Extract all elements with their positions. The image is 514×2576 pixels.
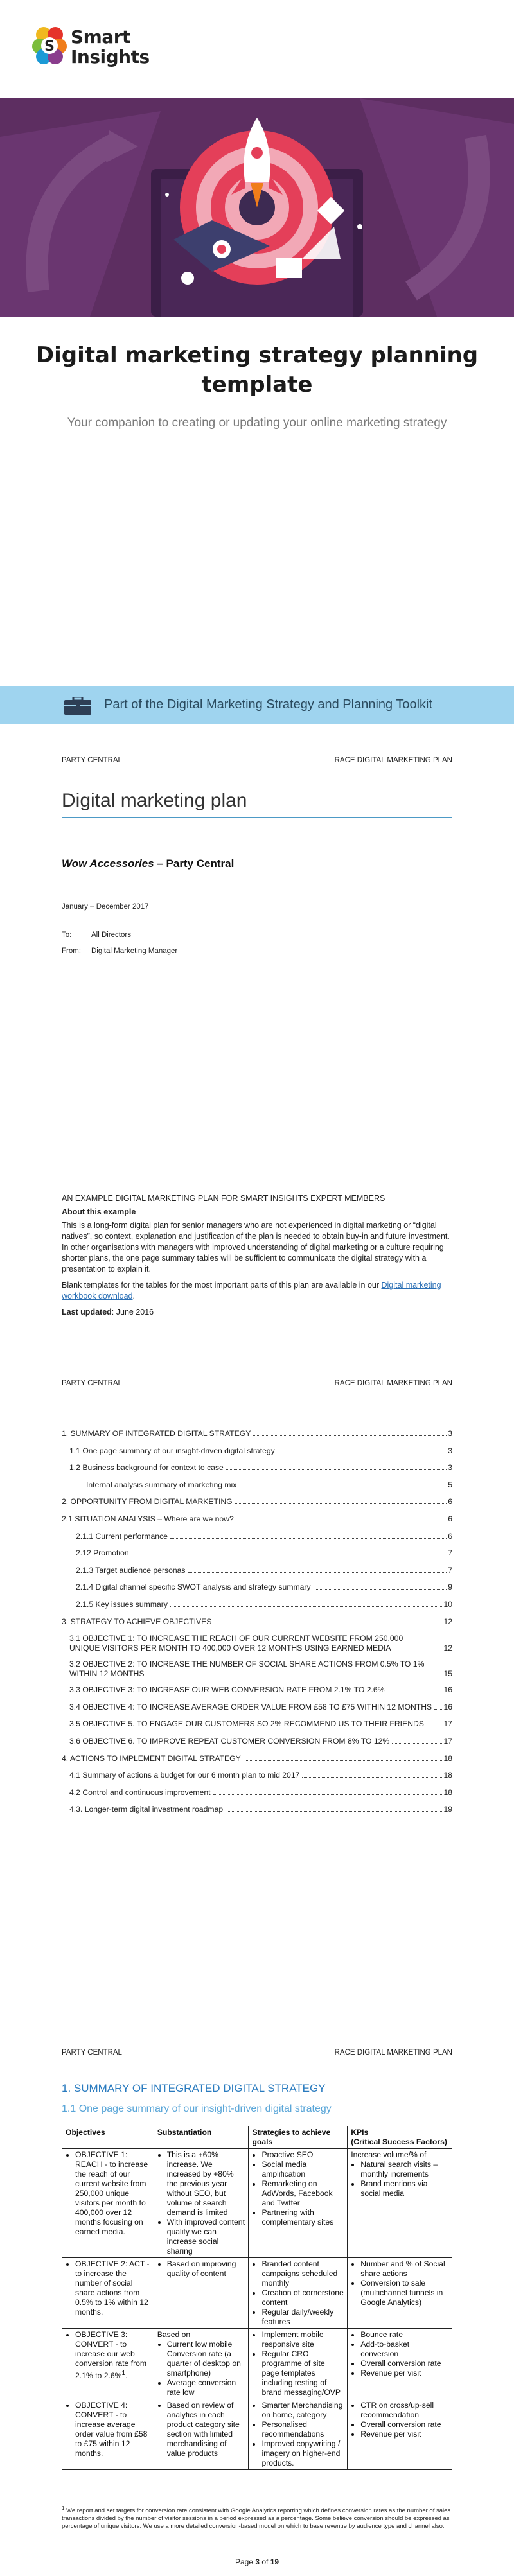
last-updated: Last updated: June 2016 [62,1308,154,1317]
toc-entry-title: 4.2 Control and continuous improvement [69,1787,211,1797]
toc-dot-leader [278,1446,447,1453]
toc-entry[interactable] [62,1660,452,1685]
toc-entry-title: 2.1.1 Current performance [76,1531,168,1541]
cell-objective [62,2149,154,2258]
header-kpis: KPIs (Critical Success Factors) [348,2126,452,2149]
table-row [62,2399,452,2470]
toc-entry-title: 3. STRATEGY TO ACHIEVE OBJECTIVES [62,1617,212,1626]
objective-text: • OBJECTIVE 3: CONVERT - to increase our web conversion rate from 2.1% to 2.6%$^1$. [75,2330,150,2381]
cell-strategies [249,2149,348,2258]
logo-wordmark [71,27,150,67]
header-substantiation: Substantiation [154,2126,249,2149]
toolkit-banner [0,686,514,724]
kpi-item: • Revenue per visit [360,2369,448,2378]
toc-dot-leader [239,1480,447,1487]
toc-entry-title: Internal analysis summary of marketing mix [86,1480,237,1489]
toc-dot-leader [235,1497,447,1504]
page-header-right: RACE DIGITAL MARKETING PLAN [334,757,452,764]
page-header-left: PARTY CENTRAL [62,2049,122,2056]
toc-entry[interactable] [62,1582,452,1600]
strategy-item: • Partnering with complementary sites [261,2208,344,2227]
cell-substantiation [154,2258,249,2329]
about-section [62,1193,452,1323]
page-header [62,757,452,766]
from-label: From: [62,947,82,955]
kpi-item: • Bounce rate [360,2330,448,2340]
toc-entry-page: 3 [448,1463,452,1473]
cell-kpis [348,2399,452,2470]
strategy-summary-table [62,2126,452,2470]
toc-entry-title: 4.3. Longer-term digital investment roadmap [69,1805,224,1814]
toc-dot-leader [434,1703,442,1710]
cell-substantiation [154,2149,249,2258]
footnote: $^1$ We report and set targets for conversion rate consistent with Google Analytics reporting which defines conversion rates as the number of sales transactions divided by the number of visitor sessions in a period expressed as a percentage. Some believe conversion should be expressed as percentage of unique visitors. We use a more detailed conversion-based model on which to base revenue by audience type and channel also. [62,2505,451,2530]
objective-text: • OBJECTIVE 2: ACT - to increase the number of social share actions from 0.5% to 1% within 12 months. [75,2259,150,2317]
kpi-item: • Add-to-basket conversion [360,2340,448,2359]
toc-entry-page: 16 [443,1685,452,1695]
table-row [62,2258,452,2329]
cell-kpis [348,2329,452,2399]
toc-entry-page: 15 [443,1669,452,1679]
to-value: All Directors [91,931,131,939]
toc-entry-page: 18 [443,1753,452,1763]
toc-entry[interactable] [62,1754,452,1771]
toc-entry-page: 7 [448,1565,452,1575]
toc-entry[interactable] [62,1548,452,1566]
kpi-item: • CTR on cross/up-sell recommendation [360,2401,448,2420]
strategy-item: • Personalised recommendations [261,2420,344,2439]
about-heading: AN EXAMPLE DIGITAL MARKETING PLAN FOR SMART INSIGHTS EXPERT MEMBERS [62,1194,386,1203]
toc-entry-title: 2.1 SITUATION ANALYSIS – Where are we now? [62,1514,234,1523]
toc-entry[interactable] [62,1497,452,1514]
company-italic: Wow Accessories [62,857,154,870]
toc-dot-leader [226,1805,442,1812]
from-value: Digital Marketing Manager [91,947,178,955]
substantiation-item: • Based on improving quality of content [167,2259,245,2279]
toc-entry-page: 18 [443,1787,452,1797]
kpi-item: • Overall conversion rate [360,2420,448,2430]
toc-entry[interactable] [62,1514,452,1532]
cell-strategies [249,2329,348,2399]
toc-entry-page: 6 [448,1514,452,1523]
page-header-summary [62,2049,452,2058]
page-header-toc [62,1380,452,1389]
substantiation-item: • Current low mobile Conversion rate (a quarter of desktop on smartphone) [167,2340,245,2378]
toc-dot-leader [214,1617,442,1624]
substantiation-intro: Based on [157,2330,191,2339]
svg-text:S: S [44,39,55,55]
about-para-2: Blank templates for the tables for the most important parts of this plan are available in our Digital marketing workbook download. [62,1281,441,1301]
strategy-item: • Regular CRO programme of site page templates including testing of brand messaging/OVP [261,2349,344,2397]
toc-entry-title: 3.1 OBJECTIVE 1: TO INCREASE THE REACH OF OUR CURRENT WEBSITE FROM 250,000 UNIQUE VISITORS PER MONTH TO 400,000 OVER 12 MONTHS USING EARNED MEDIA [69,1634,429,1653]
cover-subtitle: Your companion to creating or updating your online marketing strategy [67,416,447,430]
kpi-intro: Increase volume/% of [351,2150,427,2159]
kpi-item: • Revenue per visit [360,2430,448,2439]
toc-entry-title: 2.1.3 Target audience personas [76,1565,186,1575]
toc-entry-page: 7 [448,1548,452,1558]
cell-strategies [249,2399,348,2470]
page-number: Page 3 of 19 [235,2557,279,2566]
toc-dot-leader [302,1771,442,1778]
toc-entry-title: 1.1 One page summary of our insight-driven digital strategy [69,1446,275,1455]
toc-entry-title: 1. SUMMARY OF INTEGRATED DIGITAL STRATEGY [62,1429,251,1438]
toc-entry-title: 3.6 OBJECTIVE 6. TO IMPROVE REPEAT CUSTOMER CONVERSION FROM 8% TO 12% [69,1736,390,1746]
toc-dot-leader [244,1754,443,1761]
cover-title [0,340,514,399]
header-strategies: Strategies to achieve goals [249,2126,348,2149]
kpi-item: • Number and % of Social share actions [360,2259,448,2279]
toc-entry[interactable] [62,1703,452,1720]
toc-dot-leader [226,1463,447,1470]
about-para-1: This is a long-form digital plan for senior managers who are not experienced in digital marketing or “digital natives”, so context, explanation and justification of the plan is needed to obtain buy-in and future investment. In other organisations with managers with improved understanding of digital marketing or a culture requiring shorter plans, the one page summary tables will be sufficient to communicate the digital strategy with a presentation to explain it. [62,1221,450,1274]
briefcase-icon [64,697,91,715]
strategy-item: • Improved copywriting / imagery on higher-end products. [261,2439,344,2468]
table-row [62,2329,452,2399]
cell-strategies [249,2258,348,2329]
kpi-item: • Natural search visits – monthly increments [360,2160,448,2179]
toc-dot-leader [392,1737,442,1744]
toc-entry[interactable] [62,1429,452,1446]
toc-entry-page: 9 [448,1582,452,1592]
kpi-item: • Overall conversion rate [360,2359,448,2369]
toc-entry-page: 17 [443,1719,452,1729]
toc-dot-leader [188,1566,447,1573]
cell-substantiation [154,2329,249,2399]
toc-entry-title: 2.1.5 Key issues summary [76,1599,168,1609]
cover-title-line-1: Digital marketing strategy planning [35,342,479,368]
toc-entry[interactable] [62,1617,452,1634]
section-heading: 1. SUMMARY OF INTEGRATED DIGITAL STRATEGY [62,2082,326,2094]
cell-objective [62,2258,154,2329]
strategy-item: • Branded content campaigns scheduled monthly [261,2259,344,2288]
logo-line-1: Smart [71,26,130,48]
cell-kpis [348,2258,452,2329]
doc-title-rule [62,817,452,818]
substantiation-item: • With improved content quality we can increase social sharing [167,2218,245,2256]
toc-entry-page: 10 [443,1599,452,1609]
strategy-item: • Smarter Merchandising on home, category [261,2401,344,2420]
to-label: To: [62,931,72,939]
toc-entry-page: 18 [443,1771,452,1780]
toc-dot-leader [253,1429,447,1436]
strategy-item: • Implement mobile responsive site [261,2330,344,2349]
header-objectives: Objectives [62,2126,154,2149]
company-name [62,857,234,870]
smart-insights-logo[interactable] [31,24,159,76]
toc-dot-leader [427,1719,443,1726]
strategy-item: • Regular daily/weekly features [261,2308,344,2327]
page-header-right: RACE DIGITAL MARKETING PLAN [334,2049,452,2056]
toc-entry-title: 1.2 Business background for context to case [69,1463,224,1473]
about-subheading: About this example [62,1207,136,1216]
toc-entry-page: 3 [448,1446,452,1455]
company-rest: – Party Central [154,857,235,870]
toc-entry-page: 6 [448,1531,452,1541]
toc-entry[interactable] [62,1480,452,1498]
strategy-item: • Social media amplification [261,2160,344,2179]
toc-dot-leader [314,1582,447,1590]
doc-title: Digital marketing plan [62,790,247,811]
cell-objective [62,2399,154,2470]
cell-objective [62,2329,154,2399]
plan-period: January – December 2017 [62,903,149,911]
workbook-download-link[interactable]: Digital marketing workbook download [62,1281,441,1301]
toc-entry-page: 16 [443,1702,452,1712]
toc-entry-title: 3.3 OBJECTIVE 3: TO INCREASE OUR WEB CONVERSION RATE FROM 2.1% TO 2.6% [69,1685,385,1695]
toc-dot-leader [132,1548,447,1555]
kpi-item: • Brand mentions via social media [360,2179,448,2198]
toc-entry-title: 3.4 OBJECTIVE 4: TO INCREASE AVERAGE ORDER VALUE FROM £58 TO £75 WITHIN 12 MONTHS [69,1702,432,1712]
toc-entry[interactable] [62,1737,452,1754]
toc-entry[interactable] [62,1719,452,1737]
toc-entry[interactable] [62,1600,452,1617]
table-header-row [62,2126,452,2149]
page-header-left: PARTY CENTRAL [62,1380,122,1387]
toc-entry-page: 19 [443,1805,452,1814]
table-of-contents [62,1429,452,1822]
cell-substantiation [154,2399,249,2470]
toc-entry-page: 6 [448,1497,452,1507]
toc-entry-page: 12 [443,1617,452,1626]
toc-dot-leader [213,1788,443,1795]
toc-entry[interactable] [62,1532,452,1549]
page-header-left: PARTY CENTRAL [62,757,122,764]
hero-illustration [0,98,514,317]
logo-mark-icon [31,26,68,66]
toc-dot-leader [236,1514,447,1521]
toc-entry[interactable] [62,1788,452,1805]
toc-dot-leader [170,1532,447,1539]
page-header-right: RACE DIGITAL MARKETING PLAN [334,1380,452,1387]
kpi-item: • Conversion to sale (multichannel funnels in Google Analytics) [360,2279,448,2308]
toc-entry[interactable] [62,1634,452,1660]
toc-entry-page: 17 [443,1736,452,1746]
substantiation-item: • Average conversion rate low [167,2378,245,2397]
toc-entry-page: 5 [448,1480,452,1489]
toc-entry-title: 2.1.4 Digital channel specific SWOT analysis and strategy summary [76,1582,311,1592]
strategy-item: • Remarketing on AdWords, Facebook and Twitter [261,2179,344,2208]
objective-text: • OBJECTIVE 4: CONVERT - to increase average order value from £58 to £75 within 12 months. [75,2401,150,2458]
toc-dot-leader [387,1685,443,1692]
strategy-item: • Creation of cornerstone content [261,2288,344,2308]
toc-entry[interactable] [62,1566,452,1583]
toc-entry-title: 2. OPPORTUNITY FROM DIGITAL MARKETING [62,1497,233,1507]
rocket-target-illustration-icon [0,98,514,317]
toc-entry-title: 4. ACTIONS TO IMPLEMENT DIGITAL STRATEGY [62,1753,241,1763]
objective-text: • OBJECTIVE 1: REACH - to increase the reach of our current website from 250,000 unique visitors per month to 400,000 over 12 months focusing on earned media. [75,2150,150,2237]
toc-entry-title: 2.12 Promotion [76,1548,129,1558]
toc-entry-title: 3.5 OBJECTIVE 5. TO ENGAGE OUR CUSTOMERS SO 2% RECOMMEND US TO THEIR FRIENDS [69,1719,424,1729]
substantiation-item: • Based on review of analytics in each product category site section with limited merchandising of value products [167,2401,245,2458]
section-subheading: 1.1 One page summary of our insight-driven digital strategy [62,2103,332,2114]
cell-kpis [348,2149,452,2258]
toc-entry[interactable] [62,1771,452,1788]
toc-entry-page: 12 [443,1643,452,1653]
toc-entry-page: 3 [448,1429,452,1438]
strategy-item: • Proactive SEO [261,2150,344,2160]
toc-entry[interactable] [62,1805,452,1822]
toc-entry[interactable] [62,1685,452,1703]
substantiation-item: • This is a +60% increase. We increased by +80% the previous year without SEO, but volume of search demand is limited [167,2150,245,2218]
toc-dot-leader [170,1600,443,1607]
toc-entry-title: 3.2 OBJECTIVE 2: TO INCREASE THE NUMBER OF SOCIAL SHARE ACTIONS FROM 0.5% TO 1% WITHIN 12 MONTHS [69,1660,429,1679]
table-row [62,2149,452,2258]
banner-text: Part of the Digital Marketing Strategy and Planning Toolkit [104,697,433,712]
toc-entry-title: 4.1 Summary of actions a budget for our 6 month plan to mid 2017 [69,1771,300,1780]
toc-entry[interactable] [62,1446,452,1464]
cover-title-line-2: template [201,372,313,398]
logo-line-2: Insights [71,46,150,67]
toc-entry[interactable] [62,1463,452,1480]
